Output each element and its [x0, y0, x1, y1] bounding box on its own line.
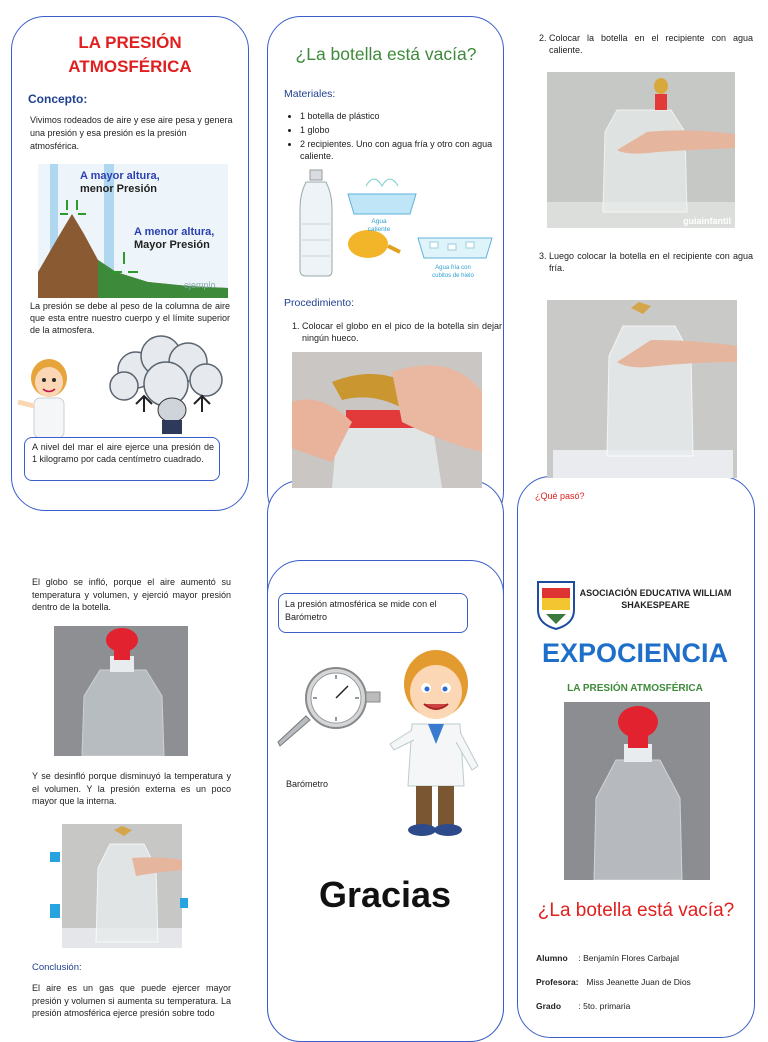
info-label: Profesora:: [536, 977, 579, 987]
conclusion-text: El aire es un gas que puede ejercer mayor presión y volumen si aumenta su temperatura. La presión atmosférica ejerce presión sobre todo: [32, 983, 231, 1018]
info-label: Alumno: [536, 953, 568, 963]
step-3-list: [531, 250, 753, 274]
barometer-callout-text: La presión atmosférica se mide con el Barómetro: [285, 599, 437, 622]
diagram-label-high: [80, 170, 160, 196]
hot-water-bottle-photo: [547, 72, 735, 228]
inflated-explanation: El globo se infló, porque el aire aumentó su temperatura y volumen, y ejerció mayor presión dentro de la botella.: [32, 577, 231, 612]
diagram-label-low: [134, 226, 214, 252]
barometer-image: [274, 664, 384, 754]
diagram-label-high-line2: menor Presión: [80, 183, 158, 195]
materials-heading: Materiales:: [284, 88, 336, 100]
materials-item: • 1 globo: [300, 124, 510, 136]
altitude-pressure-diagram: [38, 164, 228, 298]
barometer-label: Barómetro: [286, 779, 329, 789]
school-name-line1: ASOCIACIÓN EDUCATIVA WILLIAM: [579, 588, 732, 598]
panel1-title-line1: LA PRESIÓN: [78, 33, 182, 52]
deflated-explanation: Y se desinfló porque disminuyó la temperatura y el volumen. Y la presión externa es un poco mayor que la interna.: [32, 771, 231, 806]
cold-water-bowl-image: [418, 238, 492, 258]
event-subtitle: LA PRESIÓN ATMOSFÉRICA: [567, 683, 703, 694]
weight-text: La presión se debe al peso de la columna de aire que esta entre nuestro cuerpo y el límite superior de la atmosfera.: [30, 301, 230, 335]
panel1-title-line2: ATMOSFÉRICA: [68, 57, 192, 76]
info-row-teacher: [536, 970, 746, 994]
school-name-line2: SHAKESPEARE: [621, 600, 690, 610]
procedure-step-2: 2. Colocar la botella en el recipiente con agua caliente.: [549, 32, 753, 56]
procedure-step-3: 3. Luego colocar la botella en el recipiente con agua fría.: [549, 250, 753, 274]
balloon-image: [348, 230, 400, 258]
cold-water-bottle-photo: [547, 300, 737, 478]
panel2-title: ¿La botella está vacía?: [295, 44, 477, 64]
thanks-text: Gracias: [318, 874, 452, 915]
event-title: EXPOCIENCIA: [541, 638, 729, 668]
materials-list: [284, 110, 510, 164]
diagram-label-low-line1: A menor altura,: [134, 226, 215, 238]
sea-level-text: A nivel del mar el aire ejerce una presión de 1 kilogramo por cada centímetro cuadrado.: [32, 442, 214, 464]
que-paso-heading: ¿Qué pasó?: [535, 491, 585, 501]
materials-item: • 1 botella de plástico: [300, 110, 510, 122]
hot-water-label: Agua caliente: [367, 218, 391, 233]
cover-balloon-photo: [564, 702, 710, 880]
tape-left-bottom: [50, 904, 60, 918]
school-seal-logo: [536, 580, 576, 630]
info-value: Miss Jeanette Juan de Dios: [586, 977, 691, 987]
materials-item: • 2 recipientes. Uno con agua fría y otro con agua caliente.: [300, 138, 510, 162]
conclusion-heading: Conclusión:: [32, 962, 82, 973]
materials-illustration: [296, 168, 496, 286]
student-info: [536, 946, 746, 1018]
procedure-list: [284, 320, 502, 344]
tape-right: [180, 898, 188, 908]
inflated-balloon-photo: [54, 626, 188, 756]
step-2-list: [531, 32, 753, 56]
diagram-label-high-line1: A mayor altura,: [80, 170, 160, 182]
school-name: [578, 587, 733, 611]
procedure-step-1: 1. Colocar el globo en el pico de la botella sin dejar ningún hueco.: [302, 320, 502, 344]
cover-question: ¿La botella está vacía?: [537, 900, 735, 921]
panel1-title: [40, 31, 220, 79]
hot-water-bowl-image: [348, 179, 416, 214]
procedure-heading: Procedimiento:: [284, 297, 355, 309]
balloon-on-bottle-photo: [292, 352, 482, 488]
deflated-balloon-photo: [62, 824, 182, 948]
concept-heading: Concepto:: [28, 92, 88, 106]
air-weight-cloud-illustration: [106, 334, 230, 440]
info-label: Grado: [536, 1001, 562, 1011]
diagram-watermark: ejemplo: [184, 280, 216, 290]
plastic-bottle-image: [300, 170, 332, 276]
photo-watermark: guiainfantil: [683, 216, 731, 226]
cold-water-label: Agua fría con cubitos de hielo: [432, 265, 474, 279]
diagram-label-low-line2: Mayor Presión: [134, 239, 210, 251]
info-value: : 5to. primaria: [578, 1001, 631, 1011]
concept-text: Vivimos rodeados de aire y ese aire pesa y genera una presión y esa presión es la presión atmosférica.: [30, 115, 233, 151]
info-row-grade: [536, 994, 746, 1018]
tape-left-top: [50, 852, 60, 862]
scientist-boy-illustration: [12, 356, 82, 440]
scientist-boy-large-illustration: [382, 646, 482, 846]
info-value: : Benjamín Flores Carbajal: [578, 953, 680, 963]
info-row-student: [536, 946, 746, 970]
